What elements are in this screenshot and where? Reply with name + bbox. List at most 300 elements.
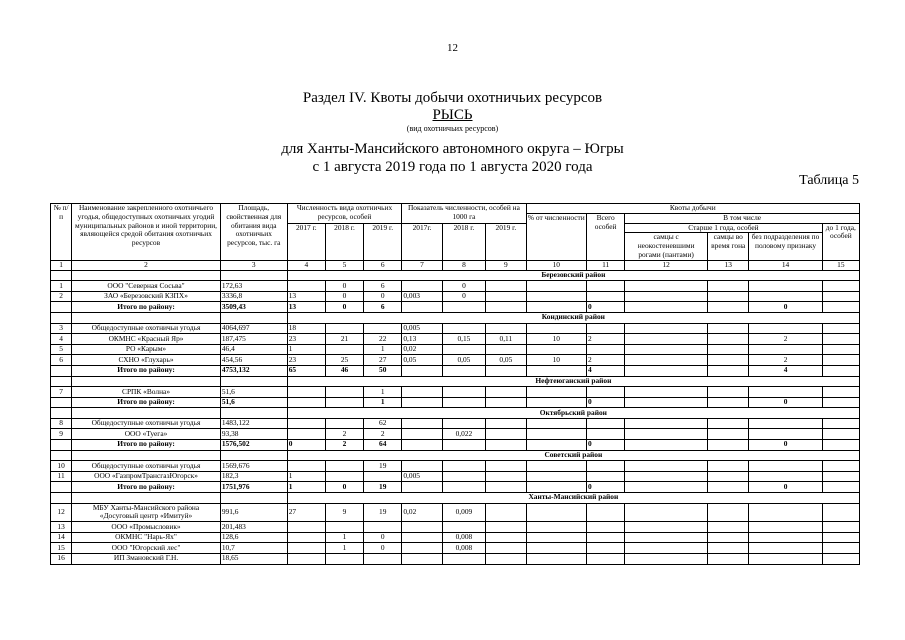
col-pop-2018: 2018 г. (325, 223, 363, 260)
document-header (0, 90, 905, 176)
population-2018 (325, 461, 363, 472)
density-2017 (402, 543, 442, 554)
quota-no-sex (749, 503, 822, 522)
quota-percent (526, 429, 587, 440)
total-population-2019: 19 (364, 482, 402, 493)
population-2017: 1 (287, 344, 325, 355)
population-2017: 13 (287, 291, 325, 302)
population-2018: 1 (325, 543, 363, 554)
row-number: 2 (51, 291, 72, 302)
quota-table (50, 203, 860, 565)
district-total-row (51, 440, 860, 451)
empty-cell (526, 482, 587, 493)
area-value: 10,7 (220, 543, 287, 554)
hunting-ground-name: ООО "Югорский лес" (72, 543, 221, 554)
total-area: 3509,43 (220, 302, 287, 313)
quota-no-sex (749, 323, 822, 334)
empty-cell (625, 302, 708, 313)
population-2017 (287, 429, 325, 440)
population-2017: 23 (287, 355, 325, 366)
quota-total (587, 344, 625, 355)
row-number: 4 (51, 334, 72, 345)
table-row (51, 323, 860, 334)
quota-total (587, 554, 625, 565)
density-2018: 0,009 (442, 503, 486, 522)
empty-cell (220, 376, 287, 387)
population-2019 (364, 522, 402, 533)
table-row (51, 281, 860, 292)
density-2019 (486, 344, 526, 355)
quota-young (822, 429, 859, 440)
quota-males (625, 461, 708, 472)
empty-cell (486, 365, 526, 376)
population-2017 (287, 554, 325, 565)
total-quota: 4 (587, 365, 625, 376)
empty-cell (708, 482, 749, 493)
table-row (51, 344, 860, 355)
total-no-sex: 0 (749, 440, 822, 451)
density-2018 (442, 522, 486, 533)
empty-cell (442, 440, 486, 451)
col-young: до 1 года, особей (822, 223, 859, 260)
row-number: 3 (51, 323, 72, 334)
district-total-row (51, 482, 860, 493)
quota-percent (526, 418, 587, 429)
table-row (51, 291, 860, 302)
density-2018 (442, 554, 486, 565)
col-pop-2019: 2019 г. (364, 223, 402, 260)
empty-cell (51, 482, 72, 493)
col-males: самцы с неокостеневшими рогами (пантами) (625, 233, 708, 260)
population-2017: 27 (287, 503, 325, 522)
empty-cell (708, 365, 749, 376)
total-no-sex: 0 (749, 302, 822, 313)
quota-total: 2 (587, 334, 625, 345)
total-population-2017: 1 (287, 482, 325, 493)
quota-percent (526, 471, 587, 482)
col-number: 6 (364, 260, 402, 270)
col-number: 8 (442, 260, 486, 270)
row-number: 6 (51, 355, 72, 366)
quota-males (625, 291, 708, 302)
hunting-ground-name: СРПК «Волна» (72, 387, 221, 398)
col-pop-2017: 2017 г. (287, 223, 325, 260)
quota-total: 2 (587, 355, 625, 366)
quota-males (625, 334, 708, 345)
total-no-sex: 4 (749, 365, 822, 376)
quota-percent (526, 323, 587, 334)
table-row (51, 543, 860, 554)
empty-cell (708, 397, 749, 408)
hunting-ground-name: ИП Змановский Г.Н. (72, 554, 221, 565)
hunting-ground-name: ООО "Северная Сосьва" (72, 281, 221, 292)
col-number: 12 (625, 260, 708, 270)
area-value: 201,483 (220, 522, 287, 533)
total-population-2019: 1 (364, 397, 402, 408)
total-area: 1576,502 (220, 440, 287, 451)
quota-rut (708, 503, 749, 522)
quota-young (822, 418, 859, 429)
quota-males (625, 532, 708, 543)
area-value: 1569,676 (220, 461, 287, 472)
quota-rut (708, 418, 749, 429)
density-2018 (442, 387, 486, 398)
hunting-ground-name: МБУ Ханты-Мансийского района «Досуговый центр «Имитуй» (72, 503, 221, 522)
col-number: 11 (587, 260, 625, 270)
density-2017: 0,05 (402, 355, 442, 366)
area-value: 128,6 (220, 532, 287, 543)
area-value: 3336,8 (220, 291, 287, 302)
quota-rut (708, 554, 749, 565)
col-density: Показатель численности, особей на 1000 га (402, 204, 526, 224)
empty-cell (442, 482, 486, 493)
population-2018 (325, 554, 363, 565)
population-2017 (287, 461, 325, 472)
empty-cell (51, 365, 72, 376)
empty-cell (486, 302, 526, 313)
quota-total (587, 543, 625, 554)
area-value: 1483,122 (220, 418, 287, 429)
area-value: 454,56 (220, 355, 287, 366)
empty-cell (220, 312, 287, 323)
density-2017: 0,003 (402, 291, 442, 302)
col-number: 3 (220, 260, 287, 270)
population-2019: 0 (364, 532, 402, 543)
empty-cell (708, 440, 749, 451)
quota-percent (526, 291, 587, 302)
district-name: Ханты-Мансийский район (287, 493, 859, 504)
quota-males (625, 522, 708, 533)
quota-no-sex (749, 281, 822, 292)
quota-no-sex (749, 532, 822, 543)
col-den-2019: 2019 г. (486, 223, 526, 260)
population-2019 (364, 471, 402, 482)
total-population-2018: 0 (325, 482, 363, 493)
empty-cell (442, 397, 486, 408)
hunting-ground-name: Общедоступные охотничьи угодья (72, 461, 221, 472)
population-2019: 6 (364, 281, 402, 292)
col-incl: В том числе (625, 213, 860, 223)
district-row (51, 376, 860, 387)
quota-total (587, 387, 625, 398)
empty-cell (51, 493, 72, 504)
district-name: Кондинский район (287, 312, 859, 323)
density-2018: 0 (442, 291, 486, 302)
quota-rut (708, 281, 749, 292)
quota-males (625, 323, 708, 334)
hunting-ground-name: ОКМНС "Нарь-Ях" (72, 532, 221, 543)
population-2018 (325, 522, 363, 533)
density-2019: 0,05 (486, 355, 526, 366)
quota-percent (526, 503, 587, 522)
col-total: Всего особей (587, 213, 625, 260)
population-2018: 9 (325, 503, 363, 522)
empty-cell (442, 302, 486, 313)
population-2017 (287, 522, 325, 533)
density-2017 (402, 522, 442, 533)
row-number: 12 (51, 503, 72, 522)
district-name: Нефтеюганский район (287, 376, 859, 387)
empty-cell (526, 397, 587, 408)
table-row (51, 554, 860, 565)
empty-cell (625, 482, 708, 493)
quota-percent (526, 461, 587, 472)
quota-rut (708, 543, 749, 554)
quota-total (587, 461, 625, 472)
quota-no-sex (749, 418, 822, 429)
empty-cell (220, 408, 287, 419)
hunting-ground-name: ООО «Туега» (72, 429, 221, 440)
col-number: 4 (287, 260, 325, 270)
col-quotas: Квоты добычи (526, 204, 859, 214)
column-numbers-row (51, 260, 860, 270)
density-2017: 0,02 (402, 344, 442, 355)
area-value: 51,6 (220, 387, 287, 398)
density-2018: 0,022 (442, 429, 486, 440)
population-2019: 19 (364, 461, 402, 472)
population-2019: 27 (364, 355, 402, 366)
population-2018: 21 (325, 334, 363, 345)
total-label: Итого по району: (72, 440, 221, 451)
density-2017 (402, 554, 442, 565)
quota-percent (526, 543, 587, 554)
empty-cell (51, 270, 72, 281)
empty-cell (72, 312, 221, 323)
total-population-2018: 2 (325, 440, 363, 451)
quota-rut (708, 522, 749, 533)
col-number: 7 (402, 260, 442, 270)
col-den-2018: 2018 г. (442, 223, 486, 260)
quota-percent (526, 522, 587, 533)
col-number: 15 (822, 260, 859, 270)
density-2017: 0,02 (402, 503, 442, 522)
row-number: 11 (51, 471, 72, 482)
empty-cell (625, 365, 708, 376)
total-population-2019: 50 (364, 365, 402, 376)
quota-total (587, 418, 625, 429)
total-population-2017: 0 (287, 440, 325, 451)
quota-no-sex (749, 471, 822, 482)
total-label: Итого по району: (72, 482, 221, 493)
quota-no-sex (749, 291, 822, 302)
empty-cell (72, 493, 221, 504)
density-2019 (486, 323, 526, 334)
quota-rut (708, 429, 749, 440)
empty-cell (625, 440, 708, 451)
col-number: 1 (51, 260, 72, 270)
row-number: 7 (51, 387, 72, 398)
col-number: 9 (486, 260, 526, 270)
quota-no-sex (749, 543, 822, 554)
population-2018 (325, 387, 363, 398)
population-2017 (287, 281, 325, 292)
quota-young (822, 543, 859, 554)
total-quota: 0 (587, 302, 625, 313)
hunting-ground-name: ЗАО «Березовский КЗПХ» (72, 291, 221, 302)
col-nosex: без подразделения по половому признаку (749, 233, 822, 260)
empty-cell (220, 270, 287, 281)
empty-cell (51, 376, 72, 387)
total-no-sex: 0 (749, 482, 822, 493)
area-value: 172,63 (220, 281, 287, 292)
quota-total (587, 281, 625, 292)
density-2018 (442, 323, 486, 334)
density-2017: 0,005 (402, 471, 442, 482)
empty-cell (51, 302, 72, 313)
col-pct: % от численности (526, 213, 587, 260)
row-number: 9 (51, 429, 72, 440)
empty-cell (486, 482, 526, 493)
population-2018: 0 (325, 281, 363, 292)
row-number: 10 (51, 461, 72, 472)
quota-rut (708, 334, 749, 345)
quota-rut (708, 471, 749, 482)
empty-cell (72, 450, 221, 461)
quota-total (587, 532, 625, 543)
quota-total (587, 323, 625, 334)
population-2018: 1 (325, 532, 363, 543)
density-2018 (442, 471, 486, 482)
total-no-sex: 0 (749, 397, 822, 408)
area-value: 4064,697 (220, 323, 287, 334)
quota-young (822, 532, 859, 543)
total-population-2017: 65 (287, 365, 325, 376)
total-population-2019: 64 (364, 440, 402, 451)
total-area: 4753,132 (220, 365, 287, 376)
hunting-ground-name: ООО «ГазпромТрансгазЮгорск» (72, 471, 221, 482)
density-2017 (402, 387, 442, 398)
empty-cell (220, 493, 287, 504)
quota-males (625, 429, 708, 440)
quota-total (587, 471, 625, 482)
empty-cell (486, 440, 526, 451)
hunting-ground-name: Общедоступные охотничьи угодья (72, 323, 221, 334)
density-2018: 0,008 (442, 532, 486, 543)
quota-rut (708, 461, 749, 472)
density-2017 (402, 418, 442, 429)
total-population-2018 (325, 397, 363, 408)
quota-young (822, 355, 859, 366)
col-num: № п/п (51, 204, 72, 261)
total-population-2018: 0 (325, 302, 363, 313)
total-population-2019: 6 (364, 302, 402, 313)
density-2019 (486, 281, 526, 292)
quota-young (822, 471, 859, 482)
area-value: 991,6 (220, 503, 287, 522)
quota-percent (526, 281, 587, 292)
density-2019 (486, 291, 526, 302)
quota-percent (526, 532, 587, 543)
population-2018 (325, 418, 363, 429)
quota-rut (708, 323, 749, 334)
quota-males (625, 344, 708, 355)
quota-males (625, 418, 708, 429)
quota-percent (526, 554, 587, 565)
quota-rut (708, 344, 749, 355)
population-2019: 62 (364, 418, 402, 429)
density-2019 (486, 429, 526, 440)
density-2019 (486, 503, 526, 522)
empty-cell (51, 450, 72, 461)
col-area: Площадь, свойственная для обитания вида охотничьих ресурсов, тыс. га (220, 204, 287, 261)
total-population-2017: 13 (287, 302, 325, 313)
quota-young (822, 323, 859, 334)
quota-males (625, 387, 708, 398)
quota-young (822, 291, 859, 302)
density-2019 (486, 471, 526, 482)
total-label: Итого по району: (72, 397, 221, 408)
quota-no-sex (749, 344, 822, 355)
row-number: 5 (51, 344, 72, 355)
population-2019: 2 (364, 429, 402, 440)
empty-cell (51, 440, 72, 451)
total-quota: 0 (587, 397, 625, 408)
empty-cell (708, 302, 749, 313)
empty-cell (442, 365, 486, 376)
empty-cell (402, 482, 442, 493)
empty-cell (402, 365, 442, 376)
quota-no-sex: 2 (749, 334, 822, 345)
row-number: 8 (51, 418, 72, 429)
area-value: 18,65 (220, 554, 287, 565)
quota-percent (526, 387, 587, 398)
density-2019 (486, 543, 526, 554)
empty-cell (822, 365, 859, 376)
quota-total (587, 429, 625, 440)
population-2019: 0 (364, 291, 402, 302)
empty-cell (402, 397, 442, 408)
quota-percent (526, 344, 587, 355)
density-2017: 0,005 (402, 323, 442, 334)
col-older: Старше 1 года, особей (625, 223, 822, 233)
empty-cell (51, 312, 72, 323)
quota-total (587, 522, 625, 533)
row-number: 13 (51, 522, 72, 533)
quota-rut (708, 291, 749, 302)
quota-young (822, 503, 859, 522)
district-row (51, 270, 860, 281)
empty-cell (625, 397, 708, 408)
table-row (51, 355, 860, 366)
population-2017: 18 (287, 323, 325, 334)
col-number: 13 (708, 260, 749, 270)
density-2019 (486, 554, 526, 565)
row-number: 14 (51, 532, 72, 543)
quota-no-sex: 2 (749, 355, 822, 366)
district-row (51, 312, 860, 323)
density-2019 (486, 522, 526, 533)
population-2019: 1 (364, 387, 402, 398)
quota-percent: 10 (526, 334, 587, 345)
table-row (51, 418, 860, 429)
population-2018: 2 (325, 429, 363, 440)
empty-cell (72, 376, 221, 387)
population-2018: 0 (325, 291, 363, 302)
quota-young (822, 334, 859, 345)
period-line: с 1 августа 2019 года по 1 августа 2020 года (312, 159, 593, 175)
density-2018: 0 (442, 281, 486, 292)
quota-percent: 10 (526, 355, 587, 366)
population-2018 (325, 471, 363, 482)
population-2018: 25 (325, 355, 363, 366)
hunting-ground-name: ООО «Промысловик» (72, 522, 221, 533)
table-row (51, 471, 860, 482)
total-quota: 0 (587, 440, 625, 451)
row-number: 16 (51, 554, 72, 565)
density-2017 (402, 461, 442, 472)
empty-cell (72, 270, 221, 281)
table-label: Таблица 5 (799, 173, 859, 188)
